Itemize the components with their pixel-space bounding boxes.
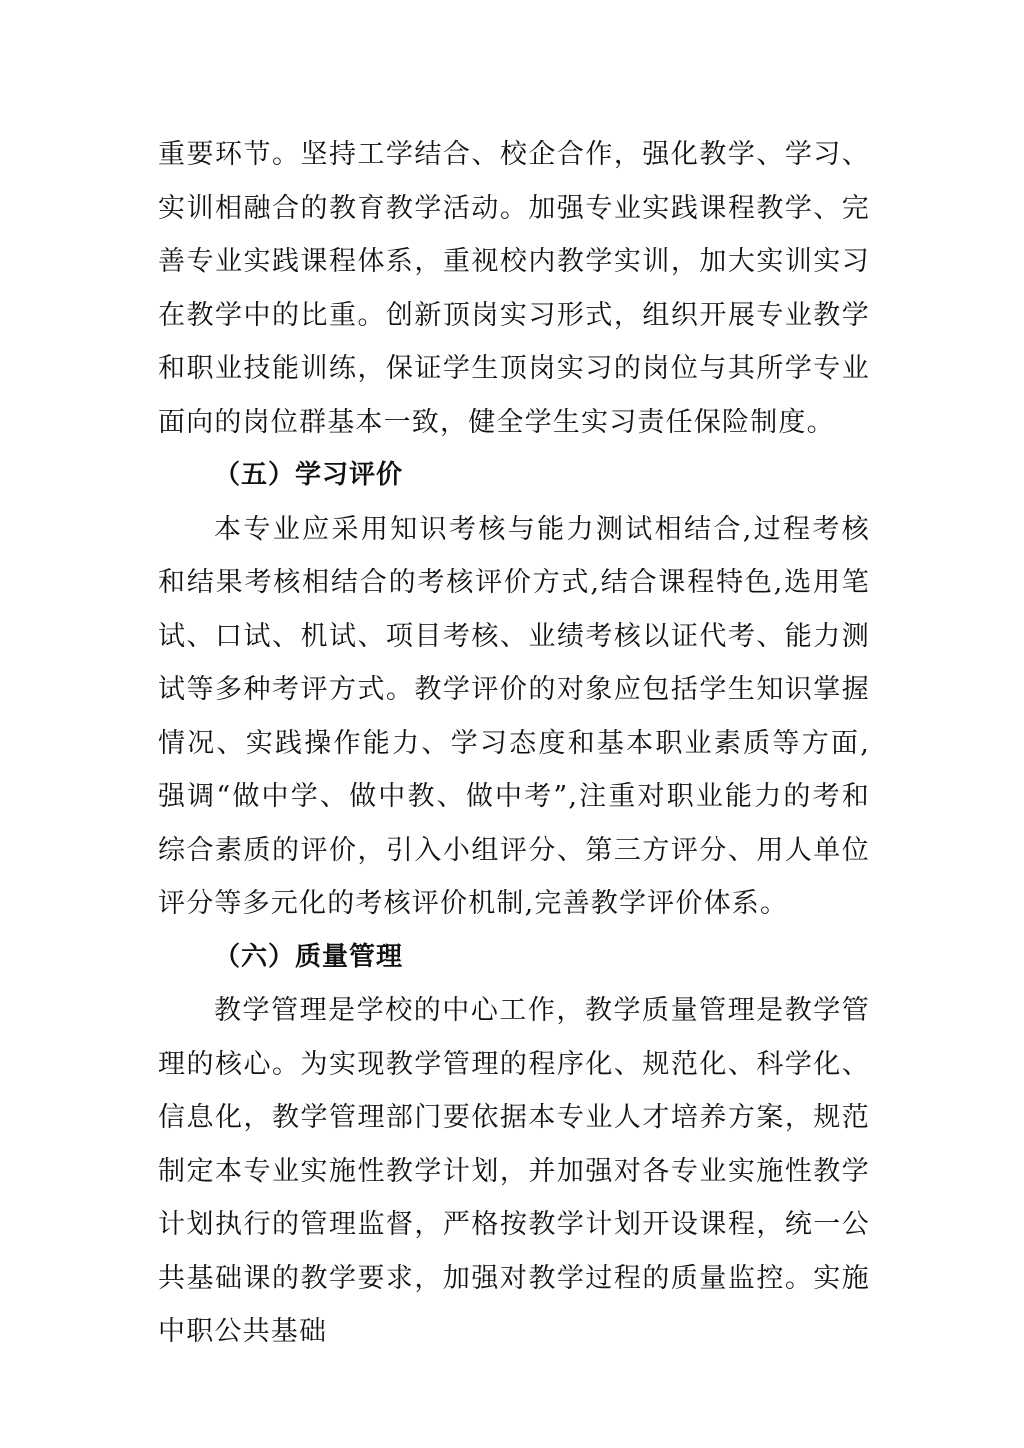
section-heading-learning-evaluation: （五）学习评价: [214, 460, 404, 490]
paragraph-internship: 重要环节。坚持工学结合、校企合作，强化教学、学习、实训相融合的教育教学活动。加强专业实践课程教学、完善专业实践课程体系，重视校内教学实训，加大实训实习在教学中的比重。创新顶岗实习形式，组织开展专业教学和职业技能训练，保证学生顶岗实习的岗位与其所学专业面向的岗位群基本一致，健全学生实习责任保险制度。: [158, 139, 870, 438]
document-body: [158, 128, 870, 1359]
section-heading-quality-management: （六）质量管理: [214, 941, 404, 972]
paragraph-quality-management: 教学管理是学校的中心工作，教学质量管理是教学管理的核心。为实现教学管理的程序化、规范化、科学化、信息化，教学管理部门要依据本专业人才培养方案，规范制定本专业实施性教学计划，并加强对各专业实施性教学计划执行的管理监督，严格按教学计划开设课程，统一公共基础课的教学要求，加强对教学过程的质量监控。实施中职公共基础: [158, 995, 870, 1347]
paragraph-learning-evaluation: 本专业应采用知识考核与能力测试相结合,过程考核和结果考核相结合的考核评价方式,结合课程特色,选用笔试、口试、机试、项目考核、业绩考核以证代考、能力测试等多种考评方式。教学评价的对象应包括学生知识掌握情况、实践操作能力、学习态度和基本职业素质等方面,强调“做中学、做中教、做中考”,注重对职业能力的考和综合素质的评价，引入小组评分、第三方评分、用人单位评分等多元化的考核评价机制,完善教学评价体系。: [158, 513, 870, 919]
